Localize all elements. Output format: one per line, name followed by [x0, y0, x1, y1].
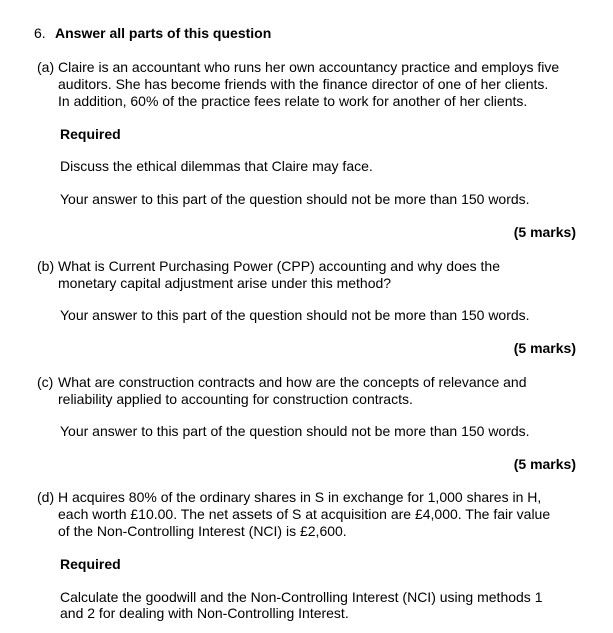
part-letter: (b): [37, 258, 55, 274]
part-text-line: Claire is an accountant who runs her own accountancy practice and employs five: [58, 59, 560, 75]
part-text-line: reliability applied to accounting for construction contracts.: [58, 391, 413, 407]
word-limit: Your answer to this part of the question should not be more than 150 words.: [60, 423, 530, 439]
part-text-line: What are construction contracts and how are the concepts of relevance and: [58, 374, 527, 390]
part-text-line: each worth £10.00. The net assets of S at acquisition are £4,000. The fair value: [58, 506, 551, 522]
part-text-line: monetary capital adjustment arise under this method?: [58, 275, 392, 291]
marks: (5 marks): [513, 340, 576, 356]
part-text-line: of the Non-Controlling Interest (NCI) is £2,600.: [58, 523, 347, 539]
required-label: Required: [60, 556, 121, 572]
part-text-line: What is Current Purchasing Power (CPP) accounting and why does the: [58, 258, 500, 274]
part-letter: (d): [37, 489, 55, 505]
task-text: Discuss the ethical dilemmas that Claire may face.: [60, 158, 373, 174]
part-letter: (a): [37, 59, 55, 75]
question-title: Answer all parts of this question: [55, 25, 272, 41]
marks: (5 marks): [513, 224, 576, 240]
question-number: 6.: [34, 25, 46, 41]
word-limit: Your answer to this part of the question should not be more than 150 words.: [60, 307, 530, 323]
marks: (5 marks): [513, 456, 576, 472]
task-text-line: and 2 for dealing with Non-Controlling Interest.: [60, 605, 349, 621]
word-limit: Your answer to this part of the question should not be more than 150 words.: [60, 191, 530, 207]
part-text-line: auditors. She has become friends with the finance director of one of her clients.: [58, 76, 549, 92]
task-text-line: Calculate the goodwill and the Non-Controlling Interest (NCI) using methods 1: [60, 589, 543, 605]
part-letter: (c): [37, 374, 54, 390]
required-label: Required: [60, 126, 121, 142]
part-text-line: In addition, 60% of the practice fees relate to work for another of her clients.: [58, 93, 528, 109]
part-text-line: H acquires 80% of the ordinary shares in S in exchange for 1,000 shares in H,: [58, 489, 542, 505]
